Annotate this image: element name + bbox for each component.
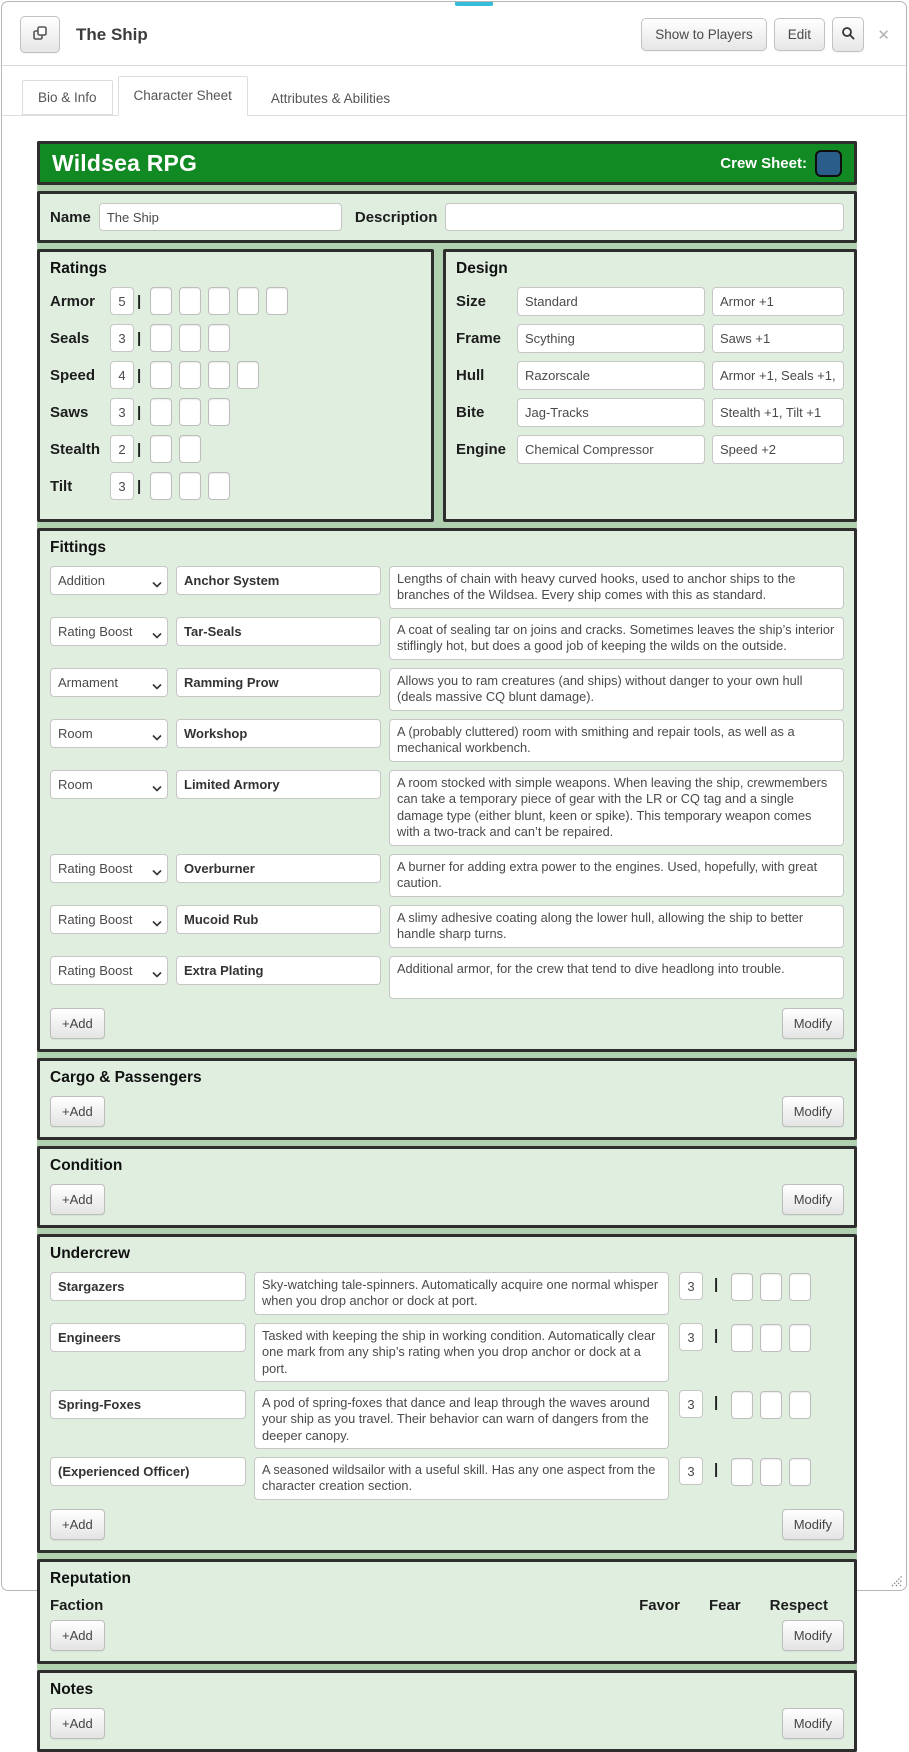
fitting-description[interactable]	[389, 905, 844, 948]
undercrew-description[interactable]	[254, 1457, 669, 1500]
tab-bar	[2, 66, 906, 116]
show-to-players-button[interactable]: Show to Players	[641, 18, 767, 51]
design-row	[456, 324, 844, 353]
fittings-list	[50, 566, 844, 999]
rating-track	[150, 287, 288, 315]
fitting-type-select[interactable]	[50, 719, 168, 748]
tab-bio-info[interactable]: Bio & Info	[22, 80, 113, 115]
track-box[interactable]	[789, 1391, 811, 1419]
track-box[interactable]	[150, 435, 172, 463]
track-box[interactable]	[150, 472, 172, 500]
sheet-title: Wildsea RPG	[52, 149, 198, 176]
popout-icon	[32, 25, 48, 44]
reputation-columns	[639, 1597, 844, 1614]
fitting-row	[50, 617, 844, 660]
design-label: Hull	[456, 367, 485, 384]
rating-value-input[interactable]	[110, 435, 134, 463]
fitting-row	[50, 956, 844, 999]
fitting-row	[50, 905, 844, 948]
rating-label: Speed	[50, 366, 96, 384]
track-box[interactable]	[266, 287, 288, 315]
pipe-separator: |	[137, 329, 142, 347]
modify-undercrew-button[interactable]: Modify	[782, 1509, 844, 1540]
fitting-type-select[interactable]	[50, 956, 168, 985]
sheet-body	[37, 141, 857, 1752]
design-section	[443, 249, 857, 522]
fitting-name-input[interactable]	[176, 617, 381, 646]
design-value-input[interactable]	[517, 398, 705, 427]
character-dialog	[1, 1, 907, 1731]
design-row	[456, 435, 844, 464]
track-box[interactable]	[179, 398, 201, 426]
rating-label: Seals	[50, 329, 90, 347]
banner-section	[37, 141, 857, 185]
track-box[interactable]	[731, 1324, 753, 1352]
modify-notes-button[interactable]: Modify	[782, 1708, 844, 1739]
add-faction-button[interactable]: +Add	[50, 1620, 105, 1651]
rating-row	[50, 398, 421, 426]
cargo-section	[37, 1058, 857, 1140]
design-label: Size	[456, 293, 487, 310]
track-box[interactable]	[179, 287, 201, 315]
rating-label: Stealth	[50, 440, 101, 458]
search-icon	[841, 26, 855, 43]
crew-sheet-label: Crew Sheet:	[720, 154, 807, 172]
design-value-input[interactable]	[517, 435, 705, 464]
rating-value-input[interactable]	[110, 398, 134, 426]
rating-row	[50, 361, 421, 389]
fear-column-header: Fear	[708, 1597, 741, 1614]
track-box[interactable]	[150, 287, 172, 315]
track-box[interactable]	[237, 361, 259, 389]
fitting-name-input[interactable]	[176, 668, 381, 697]
track-box[interactable]	[731, 1273, 753, 1301]
add-undercrew-button[interactable]: +Add	[50, 1509, 105, 1540]
track-box[interactable]	[789, 1273, 811, 1301]
track-box[interactable]	[208, 398, 230, 426]
faction-label: Faction	[50, 1597, 104, 1614]
track-box[interactable]	[789, 1458, 811, 1486]
undercrew-track	[731, 1458, 811, 1486]
track-box[interactable]	[789, 1324, 811, 1352]
undercrew-track	[731, 1324, 811, 1352]
design-value-input[interactable]	[517, 324, 705, 353]
fitting-type-select[interactable]	[50, 854, 168, 883]
design-heading: Design	[456, 260, 508, 277]
fitting-description[interactable]	[389, 668, 844, 711]
fitting-row	[50, 854, 844, 897]
modify-cargo-button[interactable]: Modify	[782, 1096, 844, 1127]
fitting-name-input[interactable]	[176, 854, 381, 883]
rating-value-input[interactable]	[110, 472, 134, 500]
popout-button[interactable]	[20, 16, 60, 53]
rating-track	[150, 398, 230, 426]
fitting-row	[50, 566, 844, 609]
pipe-separator: |	[137, 292, 142, 310]
undercrew-value-input[interactable]	[679, 1272, 703, 1300]
design-bonus-input[interactable]	[712, 361, 844, 390]
undercrew-name-input[interactable]	[50, 1272, 246, 1301]
fitting-type-select[interactable]	[50, 905, 168, 934]
design-list	[456, 287, 844, 464]
undercrew-row	[50, 1390, 844, 1449]
description-input[interactable]	[445, 203, 844, 231]
ratings-section	[37, 249, 434, 522]
undercrew-row	[50, 1323, 844, 1382]
pipe-separator: |	[714, 1394, 719, 1411]
fitting-description[interactable]	[389, 956, 844, 999]
design-value-input[interactable]	[517, 361, 705, 390]
add-cargo-button[interactable]: +Add	[50, 1096, 105, 1127]
rating-row	[50, 472, 421, 500]
cargo-heading: Cargo & Passengers	[50, 1069, 202, 1086]
titlebar	[2, 2, 906, 63]
rating-track	[150, 361, 259, 389]
undercrew-description[interactable]	[254, 1390, 669, 1449]
fitting-description[interactable]	[389, 617, 844, 660]
pipe-separator: |	[137, 366, 142, 384]
undercrew-section	[37, 1234, 857, 1553]
fitting-row	[50, 719, 844, 762]
track-box[interactable]	[237, 287, 259, 315]
track-box[interactable]	[731, 1458, 753, 1486]
fitting-name-input[interactable]	[176, 719, 381, 748]
fitting-description[interactable]	[389, 566, 844, 609]
track-box[interactable]	[179, 472, 201, 500]
modify-reputation-button[interactable]: Modify	[782, 1620, 844, 1651]
undercrew-description[interactable]	[254, 1323, 669, 1382]
fitting-name-input[interactable]	[176, 905, 381, 934]
rating-row	[50, 287, 421, 315]
track-box[interactable]	[150, 361, 172, 389]
rating-value-input[interactable]	[110, 287, 134, 315]
track-box[interactable]	[179, 435, 201, 463]
undercrew-description[interactable]	[254, 1272, 669, 1315]
undercrew-list	[50, 1272, 844, 1500]
design-row	[456, 398, 844, 427]
design-bonus-input[interactable]	[712, 398, 844, 427]
close-icon[interactable]: ✕	[877, 27, 890, 44]
rating-label: Saws	[50, 403, 89, 421]
undercrew-name-input[interactable]	[50, 1390, 246, 1419]
fitting-name-input[interactable]	[176, 770, 381, 799]
track-box[interactable]	[760, 1458, 782, 1486]
ratings-heading: Ratings	[50, 260, 107, 277]
design-bonus-input[interactable]	[712, 435, 844, 464]
undercrew-row	[50, 1272, 844, 1315]
favor-column-header: Favor	[639, 1597, 680, 1614]
pipe-separator: |	[137, 403, 142, 421]
undercrew-value-input[interactable]	[679, 1323, 703, 1351]
page-title: The Ship	[76, 24, 148, 44]
fitting-name-input[interactable]	[176, 566, 381, 595]
search-button[interactable]	[832, 17, 864, 52]
tab-attributes-abilities[interactable]: Attributes & Abilities	[270, 91, 391, 106]
fitting-description[interactable]	[389, 770, 844, 846]
ship-name-input[interactable]	[99, 203, 342, 231]
fitting-description[interactable]	[389, 854, 844, 897]
fitting-type-select[interactable]	[50, 770, 168, 799]
fitting-type-select[interactable]	[50, 668, 168, 697]
rating-track	[150, 472, 230, 500]
undercrew-track	[731, 1391, 811, 1419]
design-label: Frame	[456, 330, 502, 347]
reputation-section	[37, 1559, 857, 1664]
track-box[interactable]	[150, 398, 172, 426]
track-box[interactable]	[208, 361, 230, 389]
reputation-heading: Reputation	[50, 1570, 131, 1587]
undercrew-row	[50, 1457, 844, 1500]
modify-condition-button[interactable]: Modify	[782, 1184, 844, 1215]
pipe-separator: |	[714, 1461, 719, 1478]
undercrew-name-input[interactable]	[50, 1323, 246, 1352]
name-label: Name	[50, 208, 91, 226]
fittings-heading: Fittings	[50, 539, 106, 556]
fitting-row	[50, 770, 844, 846]
rating-value-input[interactable]	[110, 361, 134, 389]
undercrew-value-input[interactable]	[679, 1457, 703, 1485]
fitting-name-input[interactable]	[176, 956, 381, 985]
undercrew-heading: Undercrew	[50, 1245, 131, 1262]
fitting-type-select[interactable]	[50, 566, 168, 595]
condition-heading: Condition	[50, 1157, 123, 1174]
add-note-button[interactable]: +Add	[50, 1708, 105, 1739]
resize-grip[interactable]	[889, 1573, 903, 1587]
add-fitting-button[interactable]: +Add	[50, 1008, 105, 1039]
track-box[interactable]	[760, 1391, 782, 1419]
track-box[interactable]	[208, 287, 230, 315]
design-value-input[interactable]	[517, 287, 705, 316]
track-box[interactable]	[208, 324, 230, 352]
respect-column-header: Respect	[769, 1597, 828, 1614]
undercrew-track	[731, 1273, 811, 1301]
ratings-list	[50, 287, 421, 500]
design-bonus-input[interactable]	[712, 324, 844, 353]
track-box[interactable]	[179, 361, 201, 389]
design-label: Engine	[456, 441, 507, 458]
design-row	[456, 287, 844, 316]
rating-value-input[interactable]	[110, 324, 134, 352]
fitting-row	[50, 668, 844, 711]
pipe-separator: |	[714, 1276, 719, 1293]
track-box[interactable]	[179, 324, 201, 352]
tab-character-sheet[interactable]: Character Sheet	[118, 76, 248, 116]
design-bonus-input[interactable]	[712, 287, 844, 316]
rating-track	[150, 435, 201, 463]
pipe-separator: |	[714, 1327, 719, 1344]
identity-section	[37, 191, 857, 243]
fittings-section	[37, 528, 857, 1052]
fitting-type-select[interactable]	[50, 617, 168, 646]
track-box[interactable]	[208, 472, 230, 500]
fitting-description[interactable]	[389, 719, 844, 762]
track-box[interactable]	[760, 1324, 782, 1352]
design-label: Bite	[456, 404, 485, 421]
titlebar-actions	[641, 17, 864, 52]
track-box[interactable]	[731, 1391, 753, 1419]
rating-row	[50, 435, 421, 463]
undercrew-name-input[interactable]	[50, 1457, 246, 1486]
top-tab-indicator	[455, 2, 493, 6]
condition-section	[37, 1146, 857, 1228]
edit-button[interactable]: Edit	[774, 18, 825, 51]
track-box[interactable]	[150, 324, 172, 352]
add-condition-button[interactable]: +Add	[50, 1184, 105, 1215]
pipe-separator: |	[137, 440, 142, 458]
rating-track	[150, 324, 230, 352]
rating-label: Tilt	[50, 477, 73, 495]
crew-sheet-checkbox[interactable]	[815, 150, 842, 177]
notes-heading: Notes	[50, 1681, 94, 1698]
design-row	[456, 361, 844, 390]
rating-label: Armor	[50, 292, 96, 310]
notes-section	[37, 1670, 857, 1752]
description-label: Description	[354, 208, 438, 226]
modify-fittings-button[interactable]: Modify	[782, 1008, 844, 1039]
undercrew-value-input[interactable]	[679, 1390, 703, 1418]
track-box[interactable]	[760, 1273, 782, 1301]
rating-row	[50, 324, 421, 352]
pipe-separator: |	[137, 477, 142, 495]
